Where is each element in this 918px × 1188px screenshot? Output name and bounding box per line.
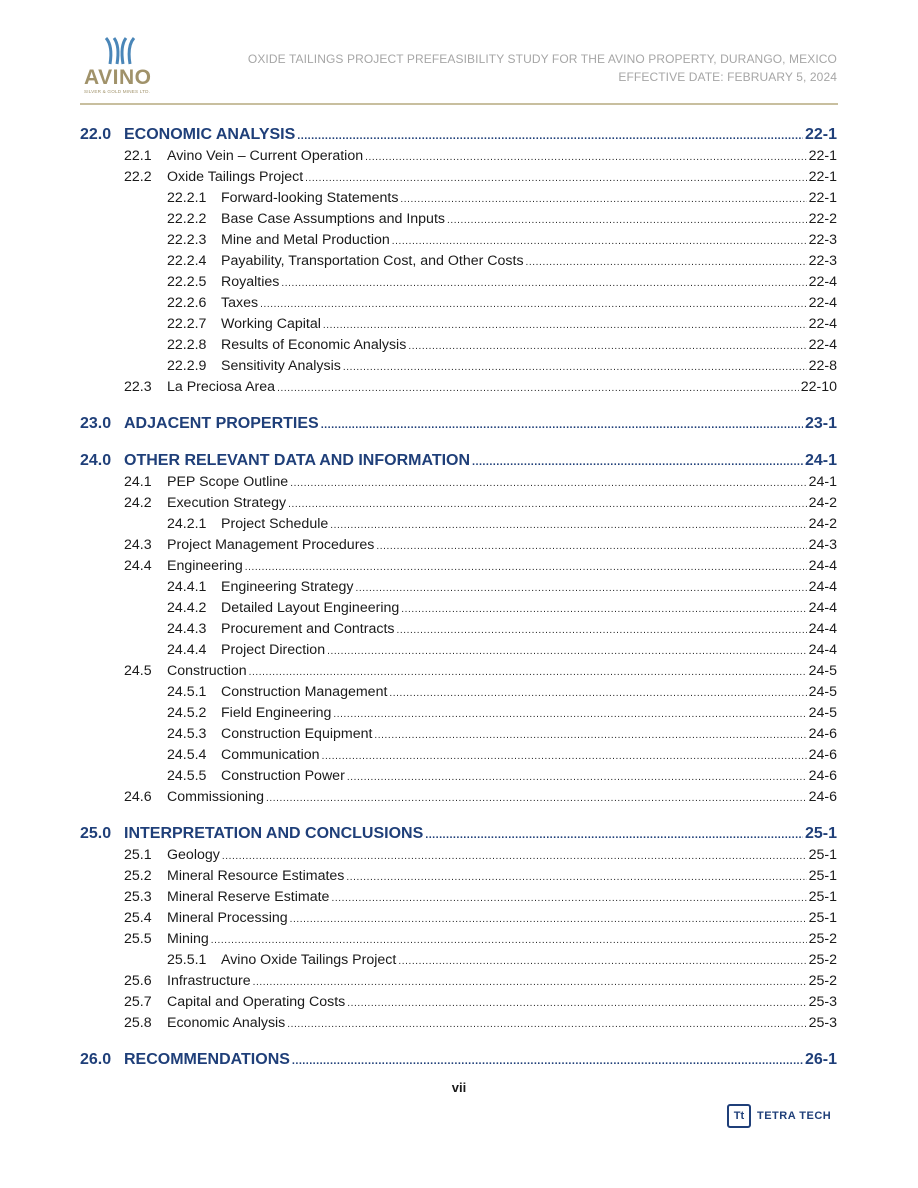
toc-entry[interactable] xyxy=(80,847,837,865)
toc-entry-title: Oxide Tailings Project xyxy=(167,169,304,185)
toc-leader xyxy=(245,559,807,576)
toc-entry[interactable] xyxy=(80,663,837,681)
toc-entry-title: La Preciosa Area xyxy=(167,379,276,395)
toc-leader xyxy=(397,622,807,639)
toc-entry-page: 22-1 xyxy=(804,126,837,143)
toc-entry-number: 25.2 xyxy=(124,868,152,884)
toc-entry-title: Payability, Transportation Cost, and Other Costs xyxy=(221,253,524,269)
toc-entry-page: 22-4 xyxy=(808,274,837,290)
toc-entry[interactable] xyxy=(80,232,837,250)
toc-entry[interactable] xyxy=(80,337,837,355)
toc-leader xyxy=(374,727,806,744)
toc-entry-number: 24.5 xyxy=(124,663,152,679)
toc-entry-number: 25.0 xyxy=(80,825,112,842)
toc-entry-page: 22-3 xyxy=(808,253,837,269)
toc-entry-page: 24-3 xyxy=(808,537,837,553)
toc-entry-number: 22.3 xyxy=(124,379,152,395)
toc-entry-number: 24.6 xyxy=(124,789,152,805)
toc-entry-number: 24.4.4 xyxy=(167,642,207,658)
tetra-tech-mark-icon: Tt xyxy=(727,1104,751,1128)
toc-leader xyxy=(343,359,807,376)
toc-entry-title: Project Direction xyxy=(221,642,326,658)
toc-leader xyxy=(398,953,806,970)
tetra-tech-logo xyxy=(727,1104,831,1128)
header-effective-date: EFFECTIVE DATE: FEBRUARY 5, 2024 xyxy=(618,70,837,84)
toc-entry-number: 22.2.7 xyxy=(167,316,207,332)
toc-entry[interactable] xyxy=(80,295,837,313)
toc-entry-page: 24-4 xyxy=(808,642,837,658)
toc-entry[interactable] xyxy=(80,537,837,555)
toc-entry-page: 25-1 xyxy=(808,910,837,926)
toc-entry-page: 24-2 xyxy=(808,495,837,511)
toc-entry-number: 24.2 xyxy=(124,495,152,511)
toc-leader xyxy=(356,580,807,597)
toc-leader xyxy=(290,475,806,492)
toc-leader xyxy=(400,191,806,208)
toc-leader xyxy=(526,254,807,271)
toc-entry-number: 24.2.1 xyxy=(167,516,207,532)
toc-entry-title: Commissioning xyxy=(167,789,264,805)
toc-entry-title: Taxes xyxy=(221,295,259,311)
toc-entry-number: 24.5.1 xyxy=(167,684,207,700)
toc-entry[interactable] xyxy=(80,379,837,397)
toc-entry[interactable] xyxy=(80,211,837,229)
toc-entry[interactable] xyxy=(80,868,837,886)
toc-entry[interactable] xyxy=(80,642,837,660)
toc-leader xyxy=(321,417,803,434)
toc-entry-page: 24-1 xyxy=(804,452,837,469)
toc-leader xyxy=(322,748,807,765)
toc-entry[interactable] xyxy=(80,747,837,765)
toc-entry-title: Economic Analysis xyxy=(167,1015,286,1031)
toc-leader xyxy=(365,149,806,166)
toc-entry[interactable] xyxy=(80,274,837,292)
toc-entry-page: 22-4 xyxy=(808,337,837,353)
toc-entry[interactable] xyxy=(80,148,837,166)
toc-entry-number: 24.4.1 xyxy=(167,579,207,595)
toc-entry-page: 25-2 xyxy=(808,973,837,989)
toc-entry-number: 22.2.2 xyxy=(167,211,207,227)
toc-entry[interactable] xyxy=(80,495,837,513)
toc-section-heading[interactable] xyxy=(80,1051,837,1070)
toc-entry-title: Mineral Reserve Estimate xyxy=(167,889,330,905)
toc-entry[interactable] xyxy=(80,952,837,970)
toc-leader xyxy=(222,848,807,865)
toc-entry-page: 25-1 xyxy=(804,825,837,842)
toc-leader xyxy=(346,869,806,886)
toc-entry-page: 24-5 xyxy=(808,663,837,679)
toc-entry-page: 24-2 xyxy=(808,516,837,532)
toc-leader xyxy=(401,601,806,618)
toc-entry-page: 22-2 xyxy=(808,211,837,227)
toc-entry-number: 22.2.5 xyxy=(167,274,207,290)
toc-entry-number: 23.0 xyxy=(80,415,112,432)
toc-entry[interactable] xyxy=(80,726,837,744)
toc-entry-title: Avino Oxide Tailings Project xyxy=(221,952,397,968)
toc-entry-page: 25-2 xyxy=(808,952,837,968)
toc-section-heading[interactable] xyxy=(80,452,837,471)
toc-entry-page: 25-3 xyxy=(808,994,837,1010)
toc-leader xyxy=(333,706,806,723)
toc-entry-page: 22-4 xyxy=(808,316,837,332)
toc-leader xyxy=(408,338,806,355)
toc-entry-page: 22-1 xyxy=(808,148,837,164)
toc-entry-page: 24-4 xyxy=(808,600,837,616)
toc-leader xyxy=(323,317,807,334)
toc-leader xyxy=(281,275,806,292)
toc-entry-title: Forward-looking Statements xyxy=(221,190,399,206)
toc-entry-title: Avino Vein – Current Operation xyxy=(167,148,364,164)
toc-entry[interactable] xyxy=(80,910,837,928)
toc-leader xyxy=(447,212,807,229)
toc-entry[interactable] xyxy=(80,316,837,334)
toc-entry-page: 22-3 xyxy=(808,232,837,248)
toc-entry-number: 24.5.4 xyxy=(167,747,207,763)
toc-entry-title: PEP Scope Outline xyxy=(167,474,289,490)
toc-entry-number: 24.1 xyxy=(124,474,152,490)
toc-entry-number: 22.1 xyxy=(124,148,152,164)
toc-entry[interactable] xyxy=(80,684,837,702)
toc-entry-number: 24.5.5 xyxy=(167,768,207,784)
toc-entry-number: 25.4 xyxy=(124,910,152,926)
toc-entry-number: 26.0 xyxy=(80,1051,112,1068)
toc-entry-number: 25.7 xyxy=(124,994,152,1010)
toc-entry-number: 24.4.3 xyxy=(167,621,207,637)
toc-entry[interactable] xyxy=(80,931,837,949)
toc-entry-title: Sensitivity Analysis xyxy=(221,358,341,374)
toc-entry[interactable] xyxy=(80,579,837,597)
toc-entry-page: 25-3 xyxy=(808,1015,837,1031)
toc-entry-page: 24-6 xyxy=(808,747,837,763)
toc-entry[interactable] xyxy=(80,705,837,723)
toc-leader xyxy=(425,827,803,844)
toc-leader xyxy=(277,380,799,397)
toc-entry-title: RECOMMENDATIONS xyxy=(124,1051,290,1068)
toc-entry-page: 25-2 xyxy=(808,931,837,947)
toc-entry-number: 22.2.1 xyxy=(167,190,207,206)
toc-entry-title: ADJACENT PROPERTIES xyxy=(124,415,319,432)
toc-entry-title: Mine and Metal Production xyxy=(221,232,390,248)
toc-entry-number: 22.0 xyxy=(80,126,112,143)
toc-entry-number: 25.3 xyxy=(124,889,152,905)
header-rule xyxy=(80,103,838,105)
toc-entry-page: 24-5 xyxy=(808,684,837,700)
toc-entry-title: Capital and Operating Costs xyxy=(167,994,346,1010)
toc-entry-page: 24-4 xyxy=(808,558,837,574)
toc-entry-title: Procurement and Contracts xyxy=(221,621,395,637)
toc-entry-number: 25.5.1 xyxy=(167,952,207,968)
toc-section-heading[interactable] xyxy=(80,126,837,145)
toc-entry-number: 24.5.3 xyxy=(167,726,207,742)
toc-entry[interactable] xyxy=(80,889,837,907)
toc-entry-page: 24-6 xyxy=(808,726,837,742)
toc-leader xyxy=(211,932,807,949)
toc-entry-title: Results of Economic Analysis xyxy=(221,337,407,353)
toc-leader xyxy=(305,170,806,187)
toc-entry-page: 22-1 xyxy=(808,169,837,185)
toc-leader xyxy=(266,790,807,807)
avino-logo xyxy=(80,36,158,98)
toc-entry-number: 22.2.8 xyxy=(167,337,207,353)
toc-entry-title: Construction Equipment xyxy=(221,726,373,742)
toc-entry-title: ECONOMIC ANALYSIS xyxy=(124,126,296,143)
toc-entry-number: 25.8 xyxy=(124,1015,152,1031)
toc-entry[interactable] xyxy=(80,600,837,618)
toc-entry-title: Execution Strategy xyxy=(167,495,287,511)
toc-entry-page: 22-10 xyxy=(800,379,837,395)
toc-entry-page: 23-1 xyxy=(804,415,837,432)
toc-leader xyxy=(347,769,807,786)
toc-entry-page: 22-4 xyxy=(808,295,837,311)
toc-entry-number: 24.3 xyxy=(124,537,152,553)
toc-entry[interactable] xyxy=(80,358,837,376)
toc-entry-title: Geology xyxy=(167,847,220,863)
toc-entry-page: 24-6 xyxy=(808,789,837,805)
toc-leader xyxy=(290,911,807,928)
toc-entry-page: 24-6 xyxy=(808,768,837,784)
toc-leader xyxy=(347,995,806,1012)
toc-leader xyxy=(287,1016,806,1033)
toc-entry-title: Engineering Strategy xyxy=(221,579,354,595)
toc-leader xyxy=(249,664,807,681)
toc-entry-title: Construction xyxy=(167,663,247,679)
toc-entry-number: 22.2 xyxy=(124,169,152,185)
toc-entry[interactable] xyxy=(80,253,837,271)
toc-entry-number: 24.0 xyxy=(80,452,112,469)
toc-leader xyxy=(330,517,806,534)
toc-entry-title: Mining xyxy=(167,931,209,947)
toc-leader xyxy=(260,296,807,313)
toc-leader xyxy=(327,643,807,660)
toc-entry[interactable] xyxy=(80,973,837,991)
toc-entry-title: Working Capital xyxy=(221,316,321,332)
toc-entry-title: Construction Management xyxy=(221,684,388,700)
toc-entry[interactable] xyxy=(80,621,837,639)
toc-entry-number: 22.2.4 xyxy=(167,253,207,269)
toc-entry-page: 25-1 xyxy=(808,889,837,905)
toc-entry-page: 22-1 xyxy=(808,190,837,206)
tetra-tech-wordmark: TETRA TECH xyxy=(757,1110,832,1122)
toc-entry-title: Infrastructure xyxy=(167,973,251,989)
toc-leader xyxy=(389,685,806,702)
toc-entry-page: 25-1 xyxy=(808,868,837,884)
toc-entry-number: 22.2.6 xyxy=(167,295,207,311)
toc-entry-page: 24-4 xyxy=(808,621,837,637)
toc-entry[interactable] xyxy=(80,516,837,534)
page-number: vii xyxy=(451,1080,467,1095)
header-title: OXIDE TAILINGS PROJECT PREFEASIBILITY STUDY FOR THE AVINO PROPERTY, DURANGO, MEXICO xyxy=(247,52,837,66)
toc-entry[interactable] xyxy=(80,558,837,576)
toc-entry[interactable] xyxy=(80,169,837,187)
logo-wordmark: AVINO xyxy=(84,66,152,89)
toc-entry-number: 24.4 xyxy=(124,558,152,574)
toc-leader xyxy=(288,496,807,513)
toc-leader xyxy=(376,538,806,555)
toc-entry-title: Detailed Layout Engineering xyxy=(221,600,400,616)
toc-leader xyxy=(292,1053,803,1070)
logo-subtitle: SILVER & GOLD MINES LTD. xyxy=(84,89,151,94)
toc-entry-title: Royalties xyxy=(221,274,280,290)
toc-entry-page: 24-4 xyxy=(808,579,837,595)
toc-entry-number: 24.5.2 xyxy=(167,705,207,721)
toc-entry-page: 24-1 xyxy=(808,474,837,490)
toc-entry-number: 25.5 xyxy=(124,931,152,947)
toc-entry-title: Engineering xyxy=(167,558,243,574)
toc-entry[interactable] xyxy=(80,474,837,492)
toc-entry[interactable] xyxy=(80,994,837,1012)
toc-entry-title: Project Management Procedures xyxy=(167,537,375,553)
avino-emblem-icon xyxy=(100,36,140,66)
toc-section-heading[interactable] xyxy=(80,415,837,434)
toc-leader xyxy=(331,890,806,907)
toc-entry[interactable] xyxy=(80,768,837,786)
toc-leader xyxy=(297,128,803,145)
toc-entry-number: 24.4.2 xyxy=(167,600,207,616)
toc-leader xyxy=(392,233,807,250)
toc-entry-page: 26-1 xyxy=(804,1051,837,1068)
toc-entry-title: Field Engineering xyxy=(221,705,332,721)
toc-entry[interactable] xyxy=(80,789,837,807)
toc-entry-title: Project Schedule xyxy=(221,516,329,532)
toc-entry-title: INTERPRETATION AND CONCLUSIONS xyxy=(124,825,424,842)
toc-entry-page: 22-8 xyxy=(808,358,837,374)
toc-entry-page: 24-5 xyxy=(808,705,837,721)
toc-entry-number: 22.2.9 xyxy=(167,358,207,374)
toc-entry-number: 25.1 xyxy=(124,847,152,863)
toc-entry-title: Communication xyxy=(221,747,320,763)
toc-entry[interactable] xyxy=(80,190,837,208)
toc-entry-title: Base Case Assumptions and Inputs xyxy=(221,211,445,227)
toc-entry-title: OTHER RELEVANT DATA AND INFORMATION xyxy=(124,452,471,469)
toc-entry-title: Mineral Processing xyxy=(167,910,288,926)
toc-entry-page: 25-1 xyxy=(808,847,837,863)
toc-leader xyxy=(253,974,807,991)
toc-entry-number: 25.6 xyxy=(124,973,152,989)
toc-entry[interactable] xyxy=(80,1015,837,1033)
toc-leader xyxy=(472,454,803,471)
toc-section-heading[interactable] xyxy=(80,825,837,844)
toc-entry-number: 22.2.3 xyxy=(167,232,207,248)
toc-entry-title: Mineral Resource Estimates xyxy=(167,868,345,884)
toc-entry-title: Construction Power xyxy=(221,768,345,784)
